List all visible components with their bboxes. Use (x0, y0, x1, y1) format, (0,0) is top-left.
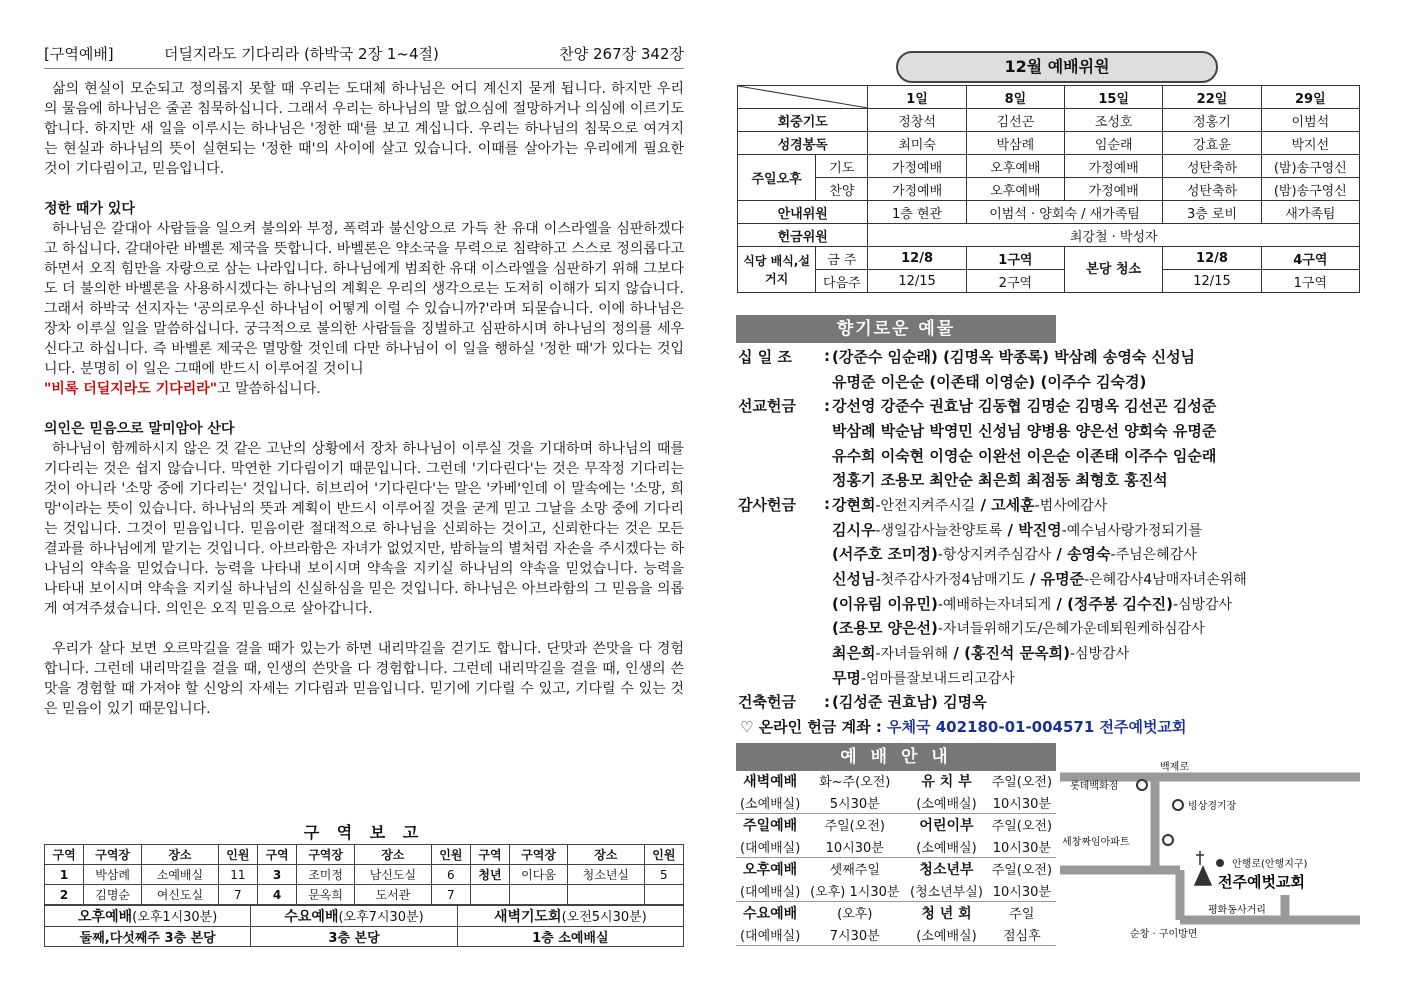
sermon-header (44, 38, 684, 69)
row-label-meal: 식당 배식,설거지 (738, 247, 816, 293)
donor-name: (조용모 양은선) (832, 619, 938, 638)
report-header-cell: 인원 (431, 845, 470, 865)
report-header-cell: 장소 (568, 845, 645, 865)
guide-time: 주일(오전) (991, 819, 1053, 835)
thanks-entry: 김시우-생일감사늘찬양토록 / 박진영-예수님사랑가정되기를 (832, 520, 1202, 539)
report-cell: 남신도실 (355, 865, 432, 885)
donor-note: -항상지켜주심감사 (937, 547, 1052, 564)
duty-cell: 최강철 · 박성자 (868, 224, 1360, 247)
donor-note: -예배하는자녀되게 (937, 596, 1052, 613)
thanks-offering-rows: 감사헌금 : 강현희-안전지켜주시길 / 고세훈-범사에감사 김시우-생일감사늘찬양토록 / 박진영-예수님사랑가정되기를 (서주호 조미정)-항상지켜주심감사 / 송영숙-주님은혜감사 신성님-첫주감사가정4남매기도 / 유명준-은혜감사4남매자녀손위해 (이유림 이유민)-예배하는자녀되게 / (정주봉 김수진)-심방감사 (조용모 양은선)-자녀들위해기도/은혜가운데퇴원케하심감사 최은희-자녀들위해 / (홍진석 문옥희)-심방감사 무명-엄마를잘보내드리고감사 (738, 492, 1358, 690)
service-name: 새벽기도회 (493, 909, 562, 925)
thanks-entry (832, 667, 1358, 688)
donor-note: -자녀들위해 (875, 646, 949, 663)
guide-service-name: 수요예배 (743, 905, 798, 922)
report-header-cell: 장소 (355, 845, 432, 865)
key-quote: "비록 더딜지라도 기다리라" (44, 381, 218, 397)
date-header: 8일 (966, 86, 1064, 109)
donor-name: 강현희 (832, 495, 876, 514)
map-label-north: 백제로 (1160, 762, 1189, 773)
row-label-prayer: 회중기도 (738, 109, 868, 132)
guide-service-name: 오후예배 (743, 861, 798, 878)
map-label-apartment: 세창짜임아파트 (1062, 837, 1130, 848)
closing-paragraph: 우리가 살다 보면 오르막길을 걸을 때가 있는가 하면 내리막길을 걷기도 합니다. 단맛과 쓴맛을 다 경험합니다. 그런데 내리막길을 걸을 때, 인생의 쓴맛을 다 경험합니다. 그런데 내리막길을 걸을 때, 인생의 쓴맛을 경험할 때 가져야 할 신앙의 자세는 기다림과 믿음입니다. 믿기에 기다릴 수 있고, 기다릴 수 있는 것은 믿음이 있기 때문입니다. (44, 641, 684, 717)
donor-note: -주님은혜감사 (1110, 547, 1197, 564)
donor-note: -생일감사늘찬양토록 (875, 522, 1003, 539)
map-label-road: 안행로(안행지구) (1232, 859, 1308, 870)
donor-note: -안전지켜주시길 (875, 497, 976, 514)
guide-place: (청소년부실) (905, 880, 987, 902)
report-header-cell: 인원 (218, 845, 257, 865)
duty-cell: 1구역 (1261, 270, 1359, 293)
diagonal-corner-cell (738, 86, 868, 109)
donor-name: 유명준 (1040, 570, 1085, 589)
donor-name: (홍진석 문옥희) (964, 644, 1070, 663)
row-label-usher: 안내위원 (738, 201, 868, 224)
dept-store-marker (1137, 780, 1147, 790)
donor-note: -예수님사랑가정되기를 (1061, 522, 1202, 539)
sub-label: 금 주 (816, 247, 868, 270)
row-label-offering: 헌금위원 (738, 224, 868, 247)
guide-time: 10시30분 (988, 792, 1056, 814)
heart-icon: ♡ (740, 718, 754, 736)
report-cell: 소예배실 (142, 865, 219, 885)
guide-time: 10시30분 (804, 836, 905, 858)
donor-name: (정주봉 김수진) (1067, 594, 1173, 613)
guide-service-name: 청소년부 (919, 861, 974, 878)
report-header-cell: 구역장 (297, 845, 355, 865)
duty-cell: (밤)송구영신 (1261, 155, 1359, 178)
report-header-cell: 인원 (644, 845, 683, 865)
section1-body (44, 219, 684, 399)
report-cell: 문옥희 (297, 885, 355, 905)
guide-service-name: 어린이부 (919, 817, 974, 834)
worship-guide-title: 예 배 안 내 (736, 743, 1056, 771)
duty-cell: 임순래 (1065, 132, 1163, 155)
report-row (45, 865, 684, 885)
report-cell: 이다움 (510, 865, 568, 885)
date-header: 22일 (1163, 86, 1261, 109)
tithe-label: 십 일 조 (738, 347, 792, 366)
thanks-entry: 최은희-자녀들위해 / (홍진석 문옥희)-심방감사 (832, 644, 1130, 663)
sermon-column (44, 38, 684, 719)
section2-body: 하나님이 함께하시지 않은 것 같은 고난의 상황에서 장차 하나님이 이루실 것을 기대하며 하나님의 때를 기다리는 것은 쉽지 않습니다. 막연한 기다림이기 때문입니다. 그런데 '기다린다'는 것은 무작정 기다리는 것이 아니라 '소망 중에 기다리는' 것입니다. 히브리어 '기다린다'는 말은 '카베'인데 이 말속에는 '소망, 희망'이라는 뜻이 있습니다. 하나님의 뜻과 계획이 반드시 이루어질 것을 굳게 믿고 그날을 소망 중에 기다리는 것입니다. 그것이 믿음입니다. 믿음이란 절대적으로 하나님을 신뢰하는 것이고, 신뢰한다는 것은 모든 결과를 하나님에게 맡기는 것입니다. 아브라함은 자녀가 없었지만, 밤하늘의 별처럼 자손을 주시겠다는 하나님의 약속을 믿었습니다. 능력을 나타내 보이시며 약속을 지키실 하나님의 약속을 믿었습니다. 능력을 나타내 보이시며 약속을 지키실 하나님의 신실하심을 믿은 것입니다. 하나님은 아브라함의 그 믿음을 의롭게 여겨주셨습니다. 의인은 오직 믿음으로 살아갑니다. (44, 441, 684, 617)
guide-place: (소예배실) (905, 924, 987, 946)
sub-label: 찬양 (816, 178, 868, 201)
thanks-entry (832, 617, 1358, 638)
report-cell: 여신도실 (142, 885, 219, 905)
duty-cell: 12/15 (868, 270, 966, 293)
account-number: 우체국 402180-01-004571 전주예벗교회 (887, 718, 1187, 736)
map-label-dept: 롯데백화점 (1070, 781, 1119, 792)
guide-service-name: 주일예배 (743, 817, 798, 834)
offering-title: 향기로운 예물 (736, 315, 1056, 343)
sub-label: 기도 (816, 155, 868, 178)
thanks-entry: 강현희-안전지켜주시길 / 고세훈-범사에감사 (832, 495, 1108, 514)
thanks-entry: (서주호 조미정)-항상지켜주심감사 / 송영숙-주님은혜감사 (832, 545, 1197, 564)
section1-title: 정한 때가 있다 (44, 201, 135, 217)
guide-time: 10시30분 (988, 880, 1056, 902)
donor-note: -첫주감사가정4남매기도 (875, 572, 1025, 589)
diagonal-line (738, 86, 868, 108)
duty-cell: 박삼례 (966, 132, 1064, 155)
church-marker (1216, 859, 1224, 867)
duty-cell: 김선곤 (966, 109, 1064, 132)
guide-time: 5시30분 (804, 792, 905, 814)
duty-cell: 최미숙 (868, 132, 966, 155)
duty-cell: 12/8 (868, 247, 966, 270)
district-report-title: 구 역 보 고 (303, 823, 425, 842)
guide-time: 주일 (1009, 907, 1035, 923)
mission-names: 유수희 이숙현 이영순 이완선 이은순 이존태 이주수 임순래 (832, 446, 1217, 465)
report-cell: 5 (644, 865, 683, 885)
report-cell: 청소년실 (568, 865, 645, 885)
duty-cell: 1구역 (966, 247, 1064, 270)
duty-cell: 가정예배 (868, 178, 966, 201)
guide-place: (소예배실) (905, 792, 987, 814)
report-cell: 2 (45, 885, 84, 905)
duty-cell: 이범석 · 양회숙 / 새가족팀 (966, 201, 1163, 224)
guide-time: 화~주(오전) (819, 775, 891, 791)
donor-name: 무명 (832, 668, 861, 687)
duty-cell: 새가족팀 (1261, 201, 1359, 224)
section1-tail: 고 말씀하십니다. (217, 381, 321, 397)
donor-name: 김시우 (832, 520, 876, 539)
service-time: (오후1시30분) (132, 910, 218, 925)
duty-cell: 12/8 (1163, 247, 1261, 270)
tithe-names: (강준수 임순래) (김명옥 박종록) 박삼례 송영숙 신성님 (832, 347, 1196, 366)
report-cell: 4 (257, 885, 296, 905)
row-label-reading: 성경봉독 (738, 132, 868, 155)
duty-cell: 오후예배 (966, 178, 1064, 201)
district-report-table (44, 844, 684, 905)
report-header-cell: 구역 (45, 845, 84, 865)
guide-row (736, 858, 1056, 880)
donor-name: 송영숙 (1067, 545, 1111, 564)
service-place: 둘째,다섯째주 3층 본당 (45, 927, 251, 947)
report-cell: 청년 (470, 865, 509, 885)
service-time: (오후7시30분) (338, 910, 424, 925)
online-offering: ♡ 온라인 헌금 계좌 : 우체국 402180-01-004571 전주예벗교회 (740, 718, 1187, 736)
duty-cell: 박지선 (1261, 132, 1359, 155)
sermon-title: 더딜지라도 기다리라 (하박국 2장 1~4절) (164, 44, 439, 63)
report-header-cell: 장소 (142, 845, 219, 865)
guide-time: 주일(오전) (991, 775, 1053, 791)
donor-note: -심방감사 (1172, 596, 1233, 613)
guide-time: 셋째주일 (829, 863, 880, 879)
donor-name: 고세훈 (991, 495, 1035, 514)
duty-cell: 3층 로비 (1163, 201, 1261, 224)
guide-time: (오후) (837, 907, 873, 923)
date-header: 15일 (1065, 86, 1163, 109)
row-label-cleaning: 본당 청소 (1065, 247, 1163, 293)
duty-cell: 4구역 (1261, 247, 1359, 270)
report-cell (470, 885, 509, 905)
duty-cell: 가정예배 (1065, 155, 1163, 178)
thanks-entry: 신성님-첫주감사가정4남매기도 / 유명준-은혜감사4남매자녀손위해 (832, 570, 1247, 589)
map-label-church: 전주예벗교회 (1218, 873, 1305, 891)
worship-committee-title: 12월 예배위원 (896, 51, 1218, 83)
guide-time: 7시30분 (804, 924, 905, 946)
guide-service-name: 청 년 회 (921, 905, 972, 922)
guide-time: (오후) 1시30분 (804, 880, 905, 902)
duty-cell: 조성호 (1065, 109, 1163, 132)
report-cell (568, 885, 645, 905)
guide-row (736, 814, 1056, 836)
church-location-map (1060, 745, 1360, 945)
hymn-numbers: 찬양 267장 342장 (559, 44, 684, 63)
section1-text: 하나님은 갈대아 사람들을 일으켜 불의와 부정, 폭력과 불신앙으로 가득 찬 유대 이스라엘을 심판하겠다고 하십니다. 갈대아란 바벨론 제국을 뜻합니다. 바벨론은 약소국을 무력으로 침략하고 스스로 정의롭다고 하면서 오직 힘만을 자랑으로 삼는 나라입니다. 하나님에게 범죄한 유대 이스라엘을 심판하기 위해 그보다도 더 불의한 바벨론을 사용하시겠다는 하나님의 계획은 우리의 생각으로는 도저히 이해가 되지 않습니다. 그래서 하박국 선지자는 '공의로우신 하나님이 어떻게 이럴 수 있습니까?'라며 되묻습니다. 이에 하나님은 장차 이루실 일을 말씀하십니다. 궁극적으로 불의한 사람들을 징벌하고 심판하시며 하나님의 정의를 세우신다고 하십니다. 즉 바벨론 제국은 멸망할 것인데 다만 하나님이 이 일을 행하실 '정한 때'가 있다는 것입니다. 분명히 이 일은 그때에 반드시 이루어질 것이니 (44, 221, 684, 377)
donor-name: (서주호 조미정) (832, 545, 938, 564)
section2-title: 의인은 믿음으로 말미암아 산다 (44, 421, 235, 437)
duty-cell: 이범석 (1261, 109, 1359, 132)
offering-list: 십 일 조 : (강준수 임순래) (김명옥 박종록) 박삼례 송영숙 신성님 유명준 이은순 (이존태 이영순) (이주수 김숙경) 선교헌금 : 강선영 강준수 권효남 김동협 김명순 김명옥 김선곤 김성준 박삼례 박순남 박영민 신성님 양병용 양은선 양회숙 유명준 유수희 이숙현 이영순 이완선 이은순 이존태 이주수 임순래 정홍기 조용모 최안순 최은희 최점동 최형호 홍진석 감사헌금 : 강현희-안전지켜주시길 / 고세훈-범사에감사 김시우-생일감사늘찬양토록 / 박진영-예수님사랑가정되기를 (서주호 조미정)-항상지켜주심감사 / 송영숙-주님은혜감사 신성님-첫주감사가정4남매기도 / 유명준-은혜감사4남매자녀손위해 (이유림 이유민)-예배하는자녀되게 / (정주봉 김수진)-심방감사 (조용모 양은선)-자녀들위해기도/은혜가운데퇴원케하심감사 최은희-자녀들위해 / (홍진석 문옥희)-심방감사 무명-엄마를잘보내드리고감사 건축헌금 : (김성준 권효남) 김명옥 (738, 344, 1358, 714)
report-cell: 도서관 (355, 885, 432, 905)
afternoon-service (45, 906, 251, 927)
donor-name: 신성님 (832, 570, 876, 589)
tithe-names: 유명준 이은순 (이존태 이영순) (이주수 김숙경) (832, 372, 1147, 391)
report-cell (510, 885, 568, 905)
sub-label: 다음주 (816, 270, 868, 293)
duty-cell: 12/15 (1163, 270, 1261, 293)
service-place: 1층 소예배실 (457, 927, 683, 947)
section-tag: [구역예배] (44, 44, 114, 63)
guide-service-name: 새벽예배 (743, 773, 798, 790)
donor-note: -범사에감사 (1034, 497, 1108, 514)
guide-row (736, 770, 1056, 792)
thanks-label: 감사헌금 (738, 495, 796, 514)
stadium-marker (1173, 800, 1183, 810)
duty-cell: 2구역 (966, 270, 1064, 293)
service-schedule-table (44, 905, 684, 947)
donor-name: (이유림 이유민) (832, 594, 938, 613)
report-cell: 7 (218, 885, 257, 905)
service-time: (오전5시30분) (561, 910, 647, 925)
report-header-cell: 구역장 (84, 845, 142, 865)
map-label-crossroad: 평화동사거리 (1208, 905, 1266, 916)
guide-time: 10시30분 (988, 836, 1056, 858)
donor-note: -은혜감사4남매자녀손위해 (1084, 572, 1247, 589)
report-cell: 1 (45, 865, 84, 885)
row-label-sunday-pm: 주일오후 (738, 155, 816, 201)
report-cell: 3 (257, 865, 296, 885)
guide-place: (대예배실) (736, 924, 804, 946)
date-header: 1일 (868, 86, 966, 109)
service-place: 3층 본당 (251, 927, 457, 947)
report-cell: 박삼례 (84, 865, 142, 885)
report-header-cell: 구역 (257, 845, 296, 865)
building-names: (김성준 권효남) 김명옥 (832, 693, 987, 712)
duty-cell: 정창석 (868, 109, 966, 132)
report-header-row (45, 845, 684, 865)
guide-row (736, 880, 1056, 902)
wednesday-service (251, 906, 457, 927)
map-label-south: 순창 · 구이방면 (1130, 929, 1198, 940)
report-header-cell: 구역장 (510, 845, 568, 865)
duty-cell: 정홍기 (1163, 109, 1261, 132)
date-header: 29일 (1261, 86, 1359, 109)
building-label: 건축헌금 (738, 693, 796, 712)
donor-note: -자녀들위해기도/은혜가운데퇴원케하심감사 (937, 621, 1205, 638)
report-cell: 7 (431, 885, 470, 905)
guide-time: 점심후 (988, 924, 1056, 946)
duty-cell: (밤)송구영신 (1261, 178, 1359, 201)
duty-cell: 가정예배 (1065, 178, 1163, 201)
service-name: 오후예배 (78, 909, 133, 925)
report-cell: 11 (218, 865, 257, 885)
mission-label: 선교헌금 (738, 397, 796, 416)
guide-place: (대예배실) (736, 836, 804, 858)
report-cell: 김명순 (84, 885, 142, 905)
guide-row (736, 924, 1056, 946)
report-header-cell: 구역 (470, 845, 509, 865)
duty-cell: 오후예배 (966, 155, 1064, 178)
report-cell (644, 885, 683, 905)
guide-row (736, 902, 1056, 924)
donor-note: -심방감사 (1069, 646, 1130, 663)
report-cell: 6 (431, 865, 470, 885)
donor-note: -엄마를잘보내드리고감사 (860, 670, 1015, 687)
mission-names: 박삼례 박순남 박영민 신성님 양병용 양은선 양회숙 유명준 (832, 421, 1217, 440)
worship-guide-table (736, 770, 1056, 946)
intro-paragraph: 삶의 현실이 모순되고 정의롭지 못할 때 우리는 도대체 하나님은 어디 계신지 묻게 됩니다. 하지만 우리의 물음에 하나님은 줄곧 침묵하십니다. 그래서 우리는 하나님의 말 없으심에 절망하거나 의심에 이르기도 합니다. 하지만 새 일을 이루시는 하나님은 '정한 때'를 보고 계십니다. 우리는 하나님의 침묵으로 여겨지는 현실과 하나님의 뜻이 실현되는 '정한 때'의 사이에 살고 있습니다. 이때를 살아가는 우리에게 필요한 것이 기다림이고, 믿음입니다. (44, 81, 684, 177)
dawn-service (457, 906, 683, 927)
guide-place: (소예배실) (905, 836, 987, 858)
online-label: 온라인 헌금 계좌 (758, 718, 871, 736)
guide-row (736, 836, 1056, 858)
duty-cell: 성탄축하 (1163, 155, 1261, 178)
guide-service-name: 유 치 부 (921, 773, 972, 790)
mission-names: 강선영 강준수 권효남 김동협 김명순 김명옥 김선곤 김성준 (832, 397, 1217, 416)
duty-cell: 가정예배 (868, 155, 966, 178)
guide-place: (소예배실) (736, 792, 804, 814)
report-row (45, 885, 684, 905)
guide-row (736, 792, 1056, 814)
guide-time: 주일(오전) (824, 819, 885, 835)
apartment-marker (1163, 835, 1173, 845)
thanks-entry: (이유림 이유민)-예배하는자녀되게 / (정주봉 김수진)-심방감사 (832, 594, 1233, 613)
duty-cell: 강효윤 (1163, 132, 1261, 155)
duty-cell: 성탄축하 (1163, 178, 1261, 201)
service-name: 수요예배 (284, 909, 339, 925)
donor-name: 최은희 (832, 644, 876, 663)
duty-cell: 1층 현관 (868, 201, 966, 224)
mission-names: 정홍기 조용모 최안순 최은희 최점동 최형호 홍진석 (832, 471, 1168, 490)
map-label-stadium: 빙상경기장 (1188, 801, 1237, 812)
guide-time: 주일(오전) (991, 863, 1053, 879)
report-cell: 조미정 (297, 865, 355, 885)
donor-name: 박진영 (1018, 520, 1062, 539)
worship-duty-table (737, 85, 1360, 293)
guide-place: (대예배실) (736, 880, 804, 902)
